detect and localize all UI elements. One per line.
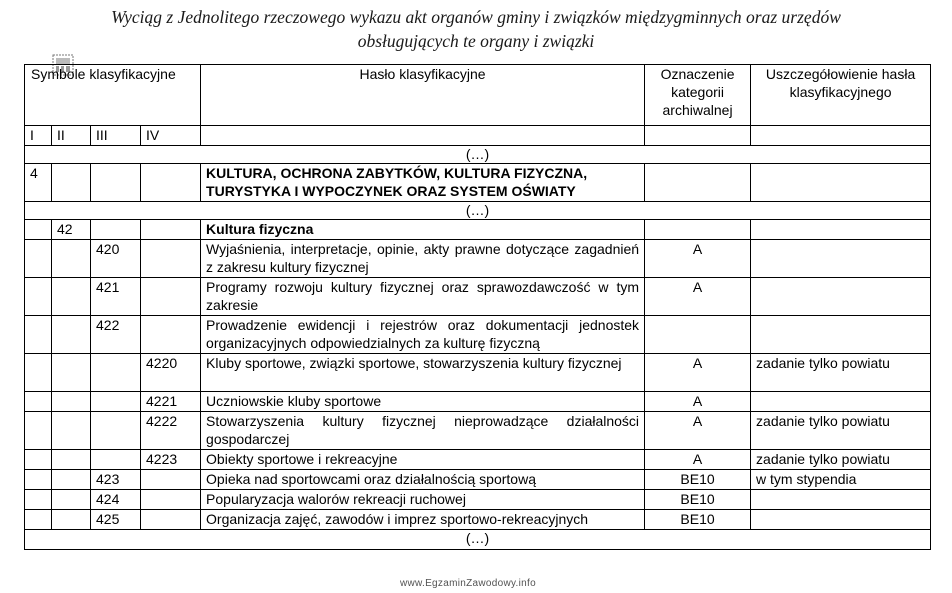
ellipsis: (…) bbox=[25, 530, 931, 550]
haslo-cell: Kultura fizyczna bbox=[201, 220, 645, 240]
classification-table bbox=[24, 64, 931, 550]
symbol-level-4 bbox=[141, 278, 201, 316]
table-row bbox=[25, 220, 931, 240]
symbol-level-1 bbox=[25, 412, 52, 450]
kategoria-cell: BE10 bbox=[645, 470, 751, 490]
haslo-cell: Popularyzacja walorów rekreacji ruchowej bbox=[201, 490, 645, 510]
table-row bbox=[25, 164, 931, 202]
table-row bbox=[25, 470, 931, 490]
kategoria-cell bbox=[645, 164, 751, 202]
title-line-2: obsługujących te organy i związki bbox=[357, 31, 595, 51]
uszczegolowienie-cell: zadanie tylko powiatu bbox=[751, 450, 931, 470]
symbol-level-2 bbox=[52, 240, 91, 278]
symbol-level-1 bbox=[25, 316, 52, 354]
table-row bbox=[25, 354, 931, 392]
kategoria-cell: BE10 bbox=[645, 510, 751, 530]
symbol-level-3 bbox=[91, 164, 141, 202]
header-uszczegolowienie: Uszczegółowienie hasła klasyfikacyjnego bbox=[751, 65, 931, 126]
kategoria-cell: A bbox=[645, 240, 751, 278]
symbol-level-4 bbox=[141, 490, 201, 510]
symbol-level-3: 424 bbox=[91, 490, 141, 510]
kategoria-cell: A bbox=[645, 392, 751, 412]
haslo-cell: Programy rozwoju kultury fizycznej oraz sprawozdawczość w tym zakresie bbox=[201, 278, 645, 316]
symbol-level-1 bbox=[25, 220, 52, 240]
table-row bbox=[25, 450, 931, 470]
symbol-level-3: 423 bbox=[91, 470, 141, 490]
watermark: www.EgzaminZawodowy.info bbox=[400, 578, 536, 589]
haslo-cell: Stowarzyszenia kultury fizycznej nieprowadzące działalności gospodarczej bbox=[201, 412, 645, 450]
symbol-level-3: 422 bbox=[91, 316, 141, 354]
uszczegolowienie-cell bbox=[751, 240, 931, 278]
symbol-level-4: 4220 bbox=[141, 354, 201, 392]
haslo-cell: Prowadzenie ewidencji i rejestrów oraz dokumentacji jednostek organizacyjnych odpowiedzialnych za kulturę fizyczną bbox=[201, 316, 645, 354]
table-row bbox=[25, 316, 931, 354]
uszczegolowienie-cell: w tym stypendia bbox=[751, 470, 931, 490]
symbol-level-1 bbox=[25, 354, 52, 392]
symbol-level-2: 42 bbox=[52, 220, 91, 240]
kategoria-cell: A bbox=[645, 278, 751, 316]
uszczegolowienie-cell: zadanie tylko powiatu bbox=[751, 412, 931, 450]
symbol-level-3 bbox=[91, 220, 141, 240]
kategoria-cell: BE10 bbox=[645, 490, 751, 510]
ellipsis-row bbox=[25, 530, 931, 550]
symbol-level-1 bbox=[25, 510, 52, 530]
ellipsis-row bbox=[25, 202, 931, 220]
symbol-level-1 bbox=[25, 490, 52, 510]
ellipsis: (…) bbox=[25, 202, 931, 220]
symbol-level-4 bbox=[141, 240, 201, 278]
roman-I: I bbox=[25, 126, 52, 146]
symbol-level-1 bbox=[25, 278, 52, 316]
symbol-level-3: 421 bbox=[91, 278, 141, 316]
symbol-level-4 bbox=[141, 220, 201, 240]
symbol-level-2 bbox=[52, 450, 91, 470]
symbol-level-3: 425 bbox=[91, 510, 141, 530]
roman-III: III bbox=[91, 126, 141, 146]
symbol-level-4 bbox=[141, 470, 201, 490]
symbol-level-3 bbox=[91, 412, 141, 450]
uszczegolowienie-cell: zadanie tylko powiatu bbox=[751, 354, 931, 392]
table-row bbox=[25, 490, 931, 510]
symbol-level-2 bbox=[52, 510, 91, 530]
symbol-level-2 bbox=[52, 164, 91, 202]
haslo-cell: Organizacja zajęć, zawodów i imprez sportowo-rekreacyjnych bbox=[201, 510, 645, 530]
haslo-cell: Opieka nad sportowcami oraz działalnością sportową bbox=[201, 470, 645, 490]
symbol-level-4: 4223 bbox=[141, 450, 201, 470]
table-row bbox=[25, 240, 931, 278]
kategoria-cell: A bbox=[645, 450, 751, 470]
table-row bbox=[25, 392, 931, 412]
symbol-level-3 bbox=[91, 392, 141, 412]
symbol-level-4 bbox=[141, 510, 201, 530]
table-row bbox=[25, 278, 931, 316]
kategoria-cell bbox=[645, 316, 751, 354]
symbol-level-1 bbox=[25, 392, 52, 412]
roman-II: II bbox=[52, 126, 91, 146]
symbol-level-1 bbox=[25, 240, 52, 278]
symbol-level-1 bbox=[25, 450, 52, 470]
haslo-cell: Obiekty sportowe i rekreacyjne bbox=[201, 450, 645, 470]
uszczegolowienie-cell bbox=[751, 490, 931, 510]
kategoria-cell: A bbox=[645, 412, 751, 450]
ellipsis: (…) bbox=[25, 146, 931, 164]
symbol-level-2 bbox=[52, 490, 91, 510]
haslo-cell: KULTURA, OCHRONA ZABYTKÓW, KULTURA FIZYCZNA, TURYSTYKA I WYPOCZYNEK ORAZ SYSTEM OŚWIATY bbox=[201, 164, 645, 202]
symbol-level-1: 4 bbox=[25, 164, 52, 202]
roman-IV: IV bbox=[141, 126, 201, 146]
uszczegolowienie-cell bbox=[751, 316, 931, 354]
uszczegolowienie-cell bbox=[751, 278, 931, 316]
uszczegolowienie-cell bbox=[751, 510, 931, 530]
haslo-cell: Wyjaśnienia, interpretacje, opinie, akty prawne dotyczące zagadnień z zakresu kultury fizycznej bbox=[201, 240, 645, 278]
haslo-cell: Kluby sportowe, związki sportowe, stowarzyszenia kultury fizycznej bbox=[201, 354, 645, 392]
uszczegolowienie-cell bbox=[751, 392, 931, 412]
kategoria-cell bbox=[645, 220, 751, 240]
symbol-level-4: 4221 bbox=[141, 392, 201, 412]
uszczegolowienie-cell bbox=[751, 164, 931, 202]
symbol-level-2 bbox=[52, 412, 91, 450]
header-row bbox=[25, 65, 931, 126]
symbol-level-3 bbox=[91, 354, 141, 392]
symbol-level-4: 4222 bbox=[141, 412, 201, 450]
header-haslo: Hasło klasyfikacyjne bbox=[201, 65, 645, 126]
haslo-cell: Uczniowskie kluby sportowe bbox=[201, 392, 645, 412]
roman-numerals-row bbox=[25, 126, 931, 146]
ellipsis-row bbox=[25, 146, 931, 164]
symbol-level-1 bbox=[25, 470, 52, 490]
symbol-level-4 bbox=[141, 316, 201, 354]
symbol-level-2 bbox=[52, 470, 91, 490]
title-line-1: Wyciąg z Jednolitego rzeczowego wykazu akt organów gminy i związków międzygminnych oraz urzędów bbox=[111, 7, 841, 27]
symbol-level-4 bbox=[141, 164, 201, 202]
header-kategoria: Oznaczenie kategorii archiwalnej bbox=[645, 65, 751, 126]
symbol-level-2 bbox=[52, 316, 91, 354]
symbol-level-2 bbox=[52, 392, 91, 412]
symbol-level-2 bbox=[52, 354, 91, 392]
header-symbols: Symbole klasyfikacyjne bbox=[25, 65, 201, 126]
table-row bbox=[25, 412, 931, 450]
symbol-level-3 bbox=[91, 450, 141, 470]
table-row bbox=[25, 510, 931, 530]
kategoria-cell: A bbox=[645, 354, 751, 392]
symbol-level-2 bbox=[52, 278, 91, 316]
document-title bbox=[0, 5, 952, 53]
symbol-level-3: 420 bbox=[91, 240, 141, 278]
uszczegolowienie-cell bbox=[751, 220, 931, 240]
